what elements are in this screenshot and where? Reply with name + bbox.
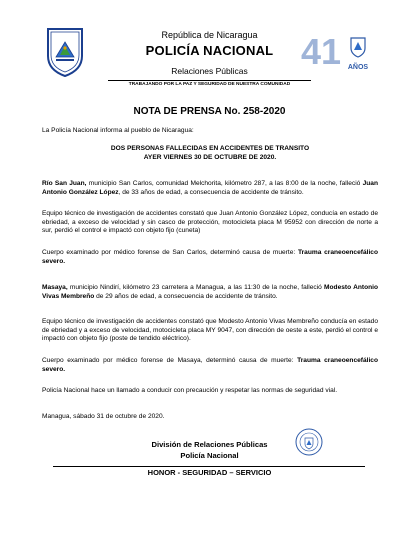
case2-place: Masaya, [42,284,68,291]
case2-exam [42,357,378,374]
case2-text-a: municipio Nindirí, kilómetro 23 carretera a Managua, a las 11:30 de la noche, falleció [67,284,325,291]
footer-motto: HONOR - SEGURIDAD – SERVICIO [147,468,272,477]
case1-place: Río San Juan, [42,180,87,187]
closing-paragraph: Policía Nacional hace un llamado a conducir con precaución y respetar las normas de seguridad vial. [42,387,338,394]
department-name: Relaciones Públicas [171,66,248,76]
case2-investigation: Equipo técnico de investigación de accidentes constató que Modesto Antonio Vivas Membreño conducía en estado de ebriedad y a exceso de velocidad, motocicleta placa MY 9047, con dirección de oeste a este, perdió el control e impactó con objeto fijo (poste de tendido eléctrico). [42,318,379,343]
case1-victim: Juan Antonio González López [42,180,378,196]
case1-text-a: municipio San Carlos, comunidad Melchorita, kilómetro 287, a las 8:00 de la noche, falleció [86,180,363,187]
agency-name: POLICÍA NACIONAL [145,43,274,58]
header-rule [108,80,311,81]
case1-exam-text: Cuerpo examinado por médico forense de San Carlos, determinó causa de muerte: [42,249,298,256]
footer-rule [53,466,365,467]
case1-paragraph [42,180,378,197]
anniversary-logo [299,30,371,74]
case2-cause: Trauma craneoencefálico severo. [42,357,379,373]
case1-cause: Trauma craneoencefálico severo. [42,249,378,265]
case2-exam-text: Cuerpo examinado por médico forense de Masaya, determinó causa de muerte: [42,357,298,364]
case2-victim: Modesto Antonio Vivas Membreño [42,284,379,300]
country-name: República de Nicaragua [161,30,258,40]
signature-agency: Policía Nacional [180,451,239,460]
anniversary-word: AÑOS [347,64,369,71]
press-release-title: NOTA DE PRENSA No. 258-2020 [133,106,286,117]
header-motto: TRABAJANDO POR LA PAZ Y SEGURIDAD DE NUESTRA COMUNIDAD [128,82,291,87]
signature-division: División de Relaciones Públicas [151,440,268,449]
headline-line-1: DOS PERSONAS FALLECIDAS EN ACCIDENTES DE TRANSITO [110,145,310,152]
case1-investigation: Equipo técnico de investigación de accidentes constató que Juan Antonio González López, conducía en estado de ebriedad, a exceso de velocidad y sin casco de protección, motocicleta placa M 95952 con dirección de norte a sur, perdió el control e impactó con objeto fijo (cuneta) [42,210,378,235]
case2-paragraph [42,284,378,301]
case1-text-b: , de 33 años de edad, a consecuencia de accidente de tránsito. [118,188,304,196]
case1-exam [42,249,378,266]
relaciones-publicas-seal [295,428,323,456]
anniversary-number: 41 [301,31,342,72]
headline-line-2: AYER VIERNES 30 DE OCTUBRE DE 2020. [143,153,277,161]
date-line: Managua, sábado 31 de octubre de 2020. [42,413,165,420]
case2-text-b: de 29 años de edad, a consecuencia de accidente de tránsito. [94,292,278,300]
headline [42,145,378,162]
intro-paragraph: La Policía Nacional informa al pueblo de Nicaragua: [42,127,194,134]
